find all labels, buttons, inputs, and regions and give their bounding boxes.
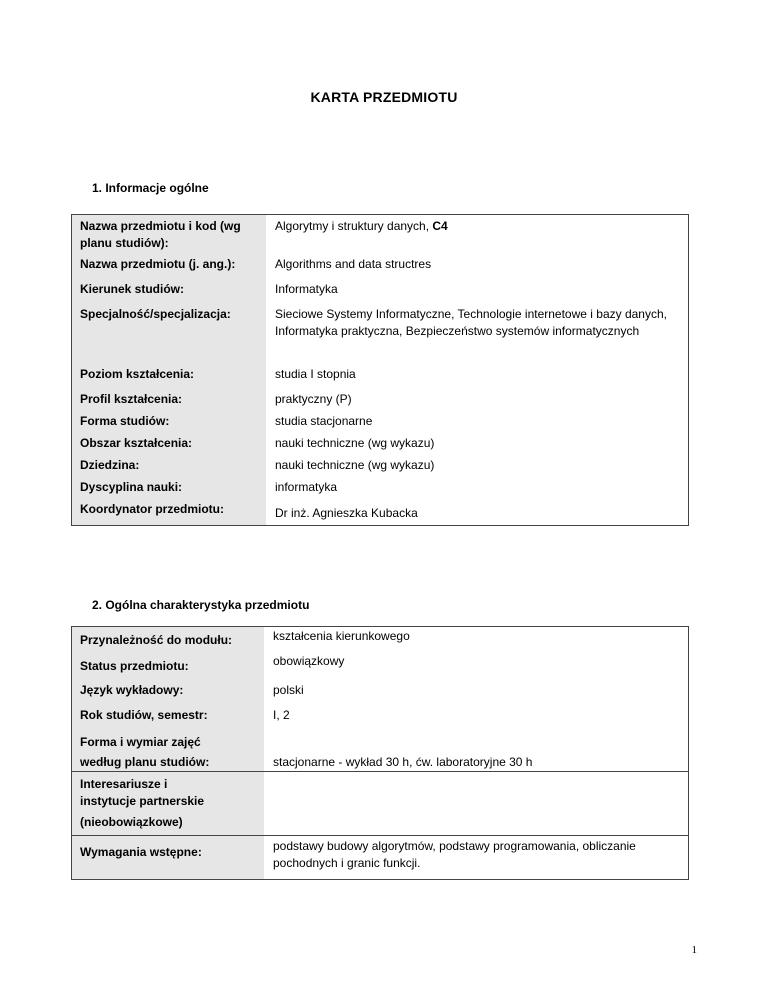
row-label-line: Forma i wymiar zajęć (80, 734, 201, 749)
page-number: 1 (691, 944, 697, 956)
row-label: Dyscyplina nauki: (72, 476, 267, 498)
row-value: nauki techniczne (wg wykazu) (266, 432, 689, 454)
table-row (72, 454, 689, 476)
row-value: informatyka (266, 476, 689, 498)
row-label: Kierunek studiów: (72, 278, 267, 303)
row-label: Obszar kształcenia: (72, 432, 267, 454)
row-label: Profil kształcenia: (72, 388, 267, 410)
row-label: Wymagania wstępne: (72, 835, 265, 879)
table-row (72, 627, 689, 652)
course-name: Algorytmy i struktury danych, (275, 219, 433, 233)
row-label: Język wykładowy: (72, 677, 265, 702)
row-value: Informatyka (266, 278, 689, 303)
table-row (72, 498, 689, 526)
row-value: studia stacjonarne (266, 410, 689, 432)
row-label (72, 727, 265, 772)
table-row (72, 652, 689, 677)
row-value: podstawy budowy algorytmów, podstawy programowania, obliczanie pochodnych i granic funkcji. (264, 835, 689, 879)
table-row (72, 303, 689, 363)
section-heading-general-info: 1. Informacje ogólne (92, 181, 209, 195)
table-row (72, 388, 689, 410)
row-value: obowiązkowy (264, 652, 689, 677)
course-code: C4 (432, 219, 448, 233)
table-row (72, 253, 689, 278)
row-label: Rok studiów, semestr: (72, 702, 265, 727)
row-label (72, 771, 265, 835)
row-label: Status przedmiotu: (72, 652, 265, 677)
table-row (72, 677, 689, 702)
row-value: Algorithms and data structres (266, 253, 689, 278)
row-label: Specjalność/specjalizacja: (72, 303, 267, 363)
row-value: polski (264, 677, 689, 702)
characteristics-table (71, 626, 689, 880)
row-value: praktyczny (P) (266, 388, 689, 410)
table-row (72, 727, 689, 772)
row-value: nauki techniczne (wg wykazu) (266, 454, 689, 476)
row-value: studia I stopnia (266, 363, 689, 388)
general-info-table (71, 214, 689, 526)
table-row (72, 363, 689, 388)
row-label: Nazwa przedmiotu (j. ang.): (72, 253, 267, 278)
table-row (72, 702, 689, 727)
row-value (264, 771, 689, 835)
row-label-line: Interesariusze i instytucje partnerskie (80, 776, 205, 808)
row-label: Forma studiów: (72, 410, 267, 432)
row-label-line: według planu studiów: (80, 754, 210, 769)
row-value: Sieciowe Systemy Informatyczne, Technologie internetowe i bazy danych, Informatyka praktyczna, Bezpieczeństwo systemów informatycznych (266, 303, 689, 363)
table-row (72, 410, 689, 432)
row-label: Nazwa przedmiotu i kod (wg planu studiów): (72, 215, 267, 253)
table-row (72, 278, 689, 303)
row-value: Dr inż. Agnieszka Kubacka (266, 498, 689, 526)
table-row (72, 432, 689, 454)
row-value: stacjonarne - wykład 30 h, ćw. laboratoryjne 30 h (264, 727, 689, 772)
table-row (72, 771, 689, 835)
row-label: Dziedzina: (72, 454, 267, 476)
row-label: Poziom kształcenia: (72, 363, 267, 388)
row-label-line: (nieobowiązkowe) (80, 814, 183, 829)
table-row (72, 215, 689, 253)
row-value: I, 2 (264, 702, 689, 727)
section-heading-characteristics: 2. Ogólna charakterystyka przedmiotu (92, 598, 310, 612)
row-label: Koordynator przedmiotu: (72, 498, 267, 526)
table-row (72, 835, 689, 879)
document-title: KARTA PRZEDMIOTU (310, 89, 458, 105)
row-value (266, 215, 689, 253)
table-row (72, 476, 689, 498)
row-value: kształcenia kierunkowego (264, 627, 689, 652)
row-label: Przynależność do modułu: (72, 627, 265, 652)
